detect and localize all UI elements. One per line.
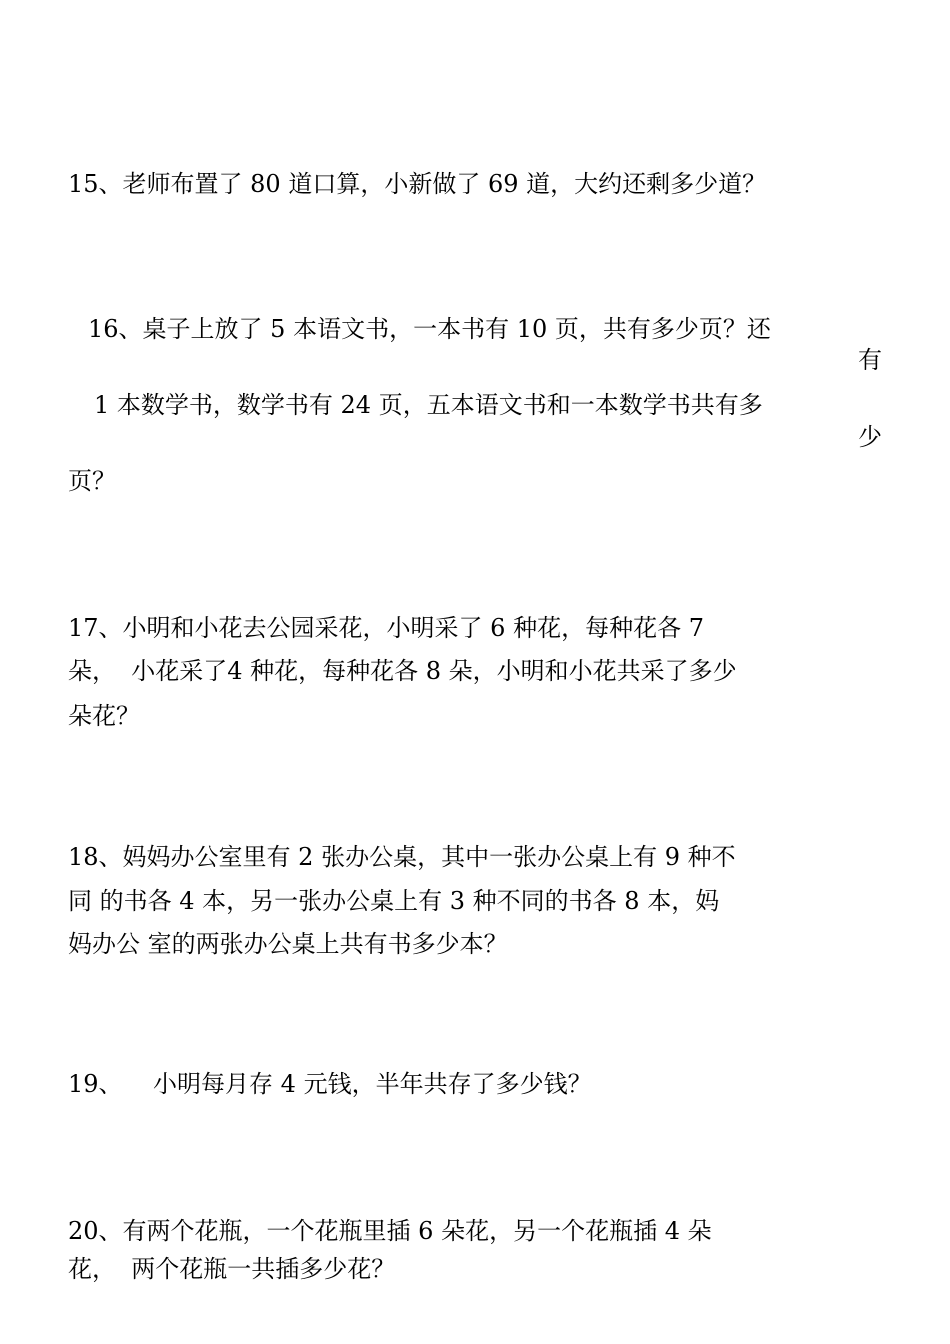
problem-16-line-5: 页？	[68, 467, 116, 495]
problem-17-line-1: 17、小明和小花去公园采花，小明采了 6 种花，每种花各 7	[68, 614, 704, 642]
problem-20-line-1: 20、有两个花瓶，一个花瓶里插 6 朵花，另一个花瓶插 4 朵	[68, 1217, 712, 1245]
problem-17-line-3: 朵花？	[68, 702, 140, 730]
problem-16-line-2: 有	[858, 346, 882, 374]
problem-16-line-3: 1 本数学书，数学书有 24 页，五本语文书和一本数学书共有多	[94, 391, 763, 419]
problem-18-line-3: 妈办公 室的两张办公桌上共有书多少本？	[68, 930, 508, 958]
problem-17-line-2: 朵， 小花采了4 种花，每种花各 8 朵，小明和小花共采了多少	[68, 657, 737, 685]
problem-20-line-2: 花， 两个花瓶一共插多少花？	[68, 1255, 396, 1283]
problem-18-line-1: 18、妈妈办公室里有 2 张办公桌，其中一张办公桌上有 9 种不	[68, 843, 736, 871]
problem-16-line-4: 少	[858, 423, 882, 451]
problem-16-line-1: 16、桌子上放了 5 本语文书，一本书有 10 页，共有多少页？还	[88, 315, 771, 343]
problem-15-line-1: 15、老师布置了 80 道口算，小新做了 69 道，大约还剩多少道？	[68, 170, 767, 198]
problem-19-line-1: 19、 小明每月存 4 元钱，半年共存了多少钱？	[68, 1070, 592, 1098]
problem-18-line-2: 同 的书各 4 本，另一张办公桌上有 3 种不同的书各 8 本，妈	[68, 887, 720, 915]
